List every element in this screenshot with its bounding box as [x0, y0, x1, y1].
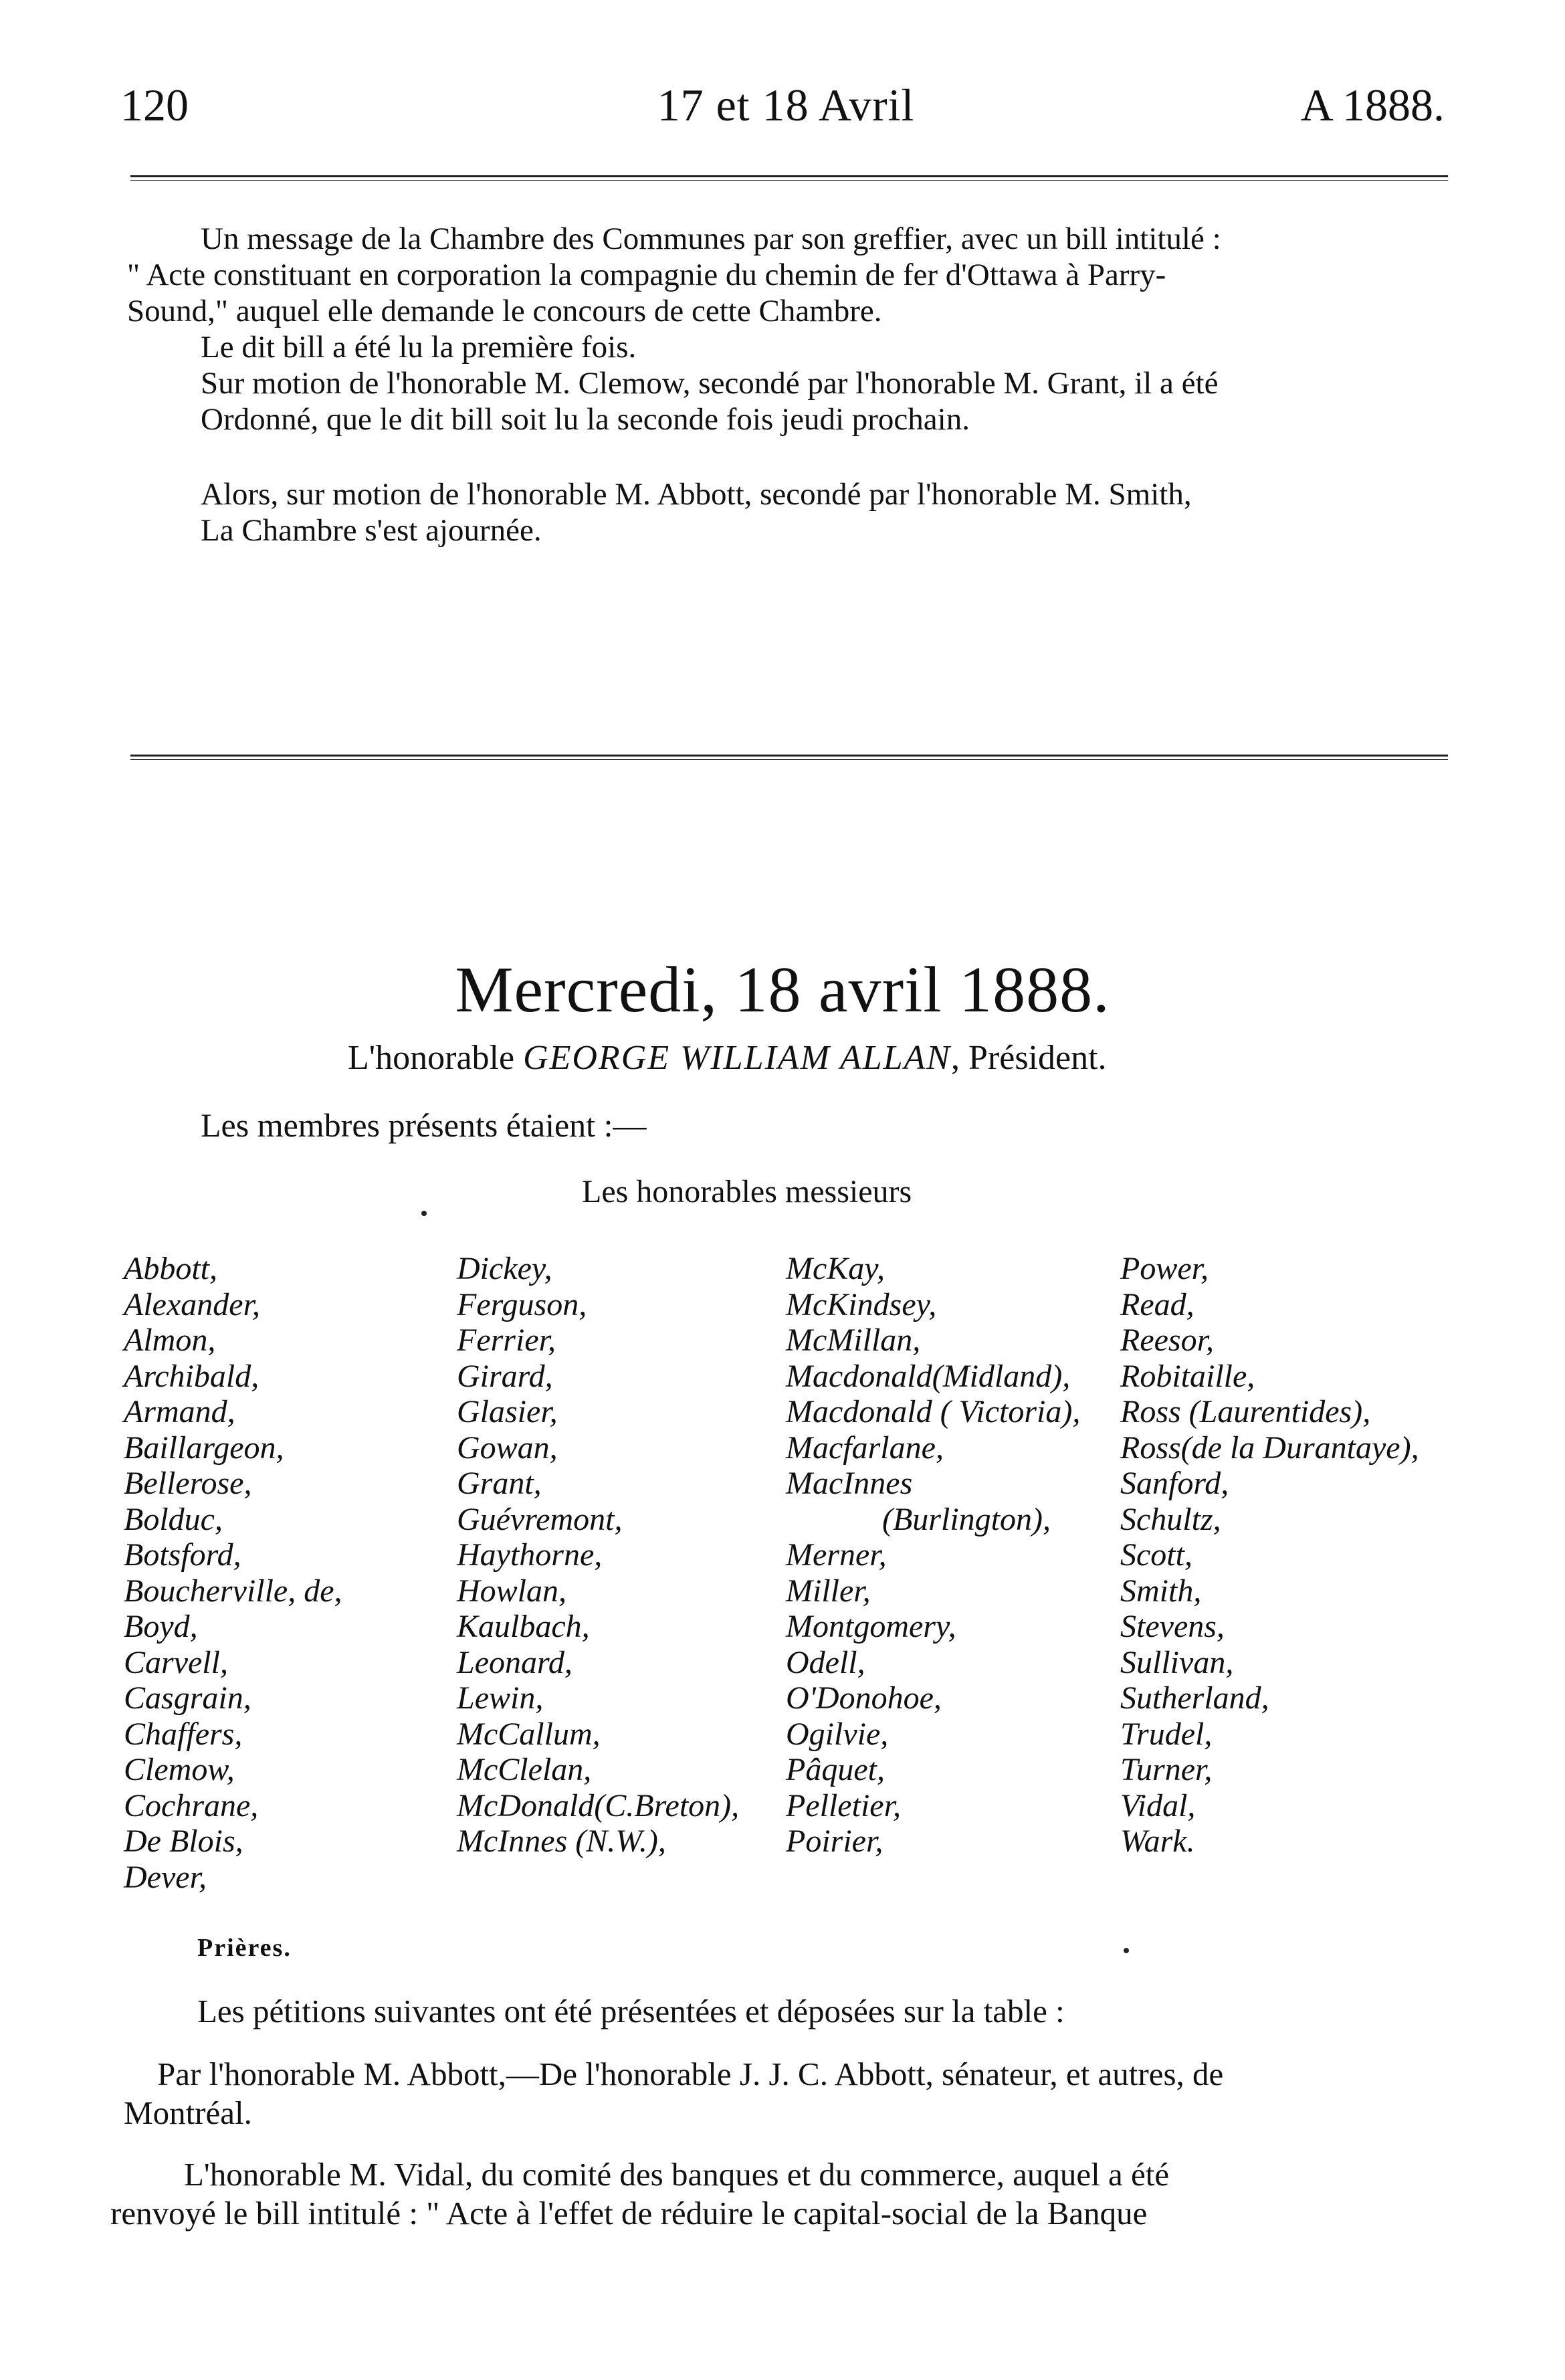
running-date: 17 et 18 Avril: [657, 80, 915, 130]
member-name: Glasier,: [457, 1394, 558, 1429]
member-name: Casgrain,: [124, 1680, 251, 1716]
president-suffix: , Président.: [951, 1039, 1107, 1077]
member-name: Reesor,: [1120, 1322, 1214, 1358]
member-name: Macdonald ( Victoria),: [786, 1394, 1081, 1429]
member-name: Robitaille,: [1120, 1358, 1255, 1394]
member-name: McClelan,: [457, 1752, 592, 1787]
member-name: Gowan,: [457, 1429, 558, 1466]
member-name: Dickey,: [457, 1251, 552, 1286]
member-name: Lewin,: [457, 1680, 544, 1716]
honorables-heading: Les honorables messieurs: [582, 1174, 912, 1209]
member-name: Smith,: [1120, 1573, 1202, 1609]
member-name: Wark.: [1120, 1823, 1195, 1859]
member-name: Kaulbach,: [457, 1609, 590, 1644]
member-name: Sullivan,: [1120, 1644, 1234, 1680]
member-name: Alexander,: [124, 1286, 260, 1322]
message-line-1: Un message de la Chambre des Communes par son greffier, avec un bill intitulé :: [201, 221, 1221, 256]
members-column-4: [1120, 1251, 1419, 1860]
message-line-6: Ordonné, que le dit bill soit lu la seconde fois jeudi prochain.: [201, 402, 970, 437]
member-name: Turner,: [1120, 1752, 1213, 1787]
member-name: Bolduc,: [124, 1501, 223, 1537]
member-name: O'Donohoe,: [786, 1680, 942, 1716]
member-name: Carvell,: [124, 1644, 228, 1680]
members-column-2: [457, 1251, 739, 1860]
member-name: McCallum,: [457, 1716, 601, 1752]
members-column-1: [124, 1251, 342, 1895]
member-name: McInnes (N.W.),: [457, 1823, 666, 1859]
president-prefix: L'honorable: [348, 1039, 524, 1077]
member-name: Read,: [1120, 1286, 1194, 1322]
member-name: Girard,: [457, 1358, 553, 1394]
member-name: McMillan,: [786, 1322, 921, 1358]
member-name: Leonard,: [457, 1644, 572, 1680]
member-name: Ross (Laurentides),: [1120, 1394, 1371, 1429]
member-name: Clemow,: [124, 1752, 235, 1787]
member-name: Ferguson,: [457, 1286, 587, 1322]
president-name: GEORGE WILLIAM ALLAN: [523, 1039, 951, 1077]
print-mark: [1124, 1948, 1129, 1953]
member-name: Bellerose,: [124, 1466, 252, 1501]
member-name: Ferrier,: [457, 1322, 556, 1358]
member-name: Howlan,: [457, 1573, 567, 1609]
member-name: Macfarlane,: [786, 1429, 944, 1466]
committee-line-2: renvoyé le bill intitulé : " Acte à l'effet de réduire le capital-social de la Banque: [110, 2195, 1148, 2232]
sitting-title: Mercredi, 18 avril 1888.: [455, 954, 1110, 1026]
header-rule: [130, 175, 1448, 181]
petition-line-1: Par l'honorable M. Abbott,—De l'honorable J. J. C. Abbott, sénateur, et autres, de: [157, 2056, 1224, 2092]
adjourn-line-1: Alors, sur motion de l'honorable M. Abbott, secondé par l'honorable M. Smith,: [201, 477, 1192, 512]
member-name: McKay,: [786, 1251, 885, 1286]
member-name: Haythorne,: [457, 1537, 603, 1573]
member-name: Pelletier,: [786, 1787, 901, 1823]
member-name: Boucherville, de,: [124, 1573, 342, 1609]
member-name: Miller,: [786, 1573, 871, 1609]
member-name: Almon,: [124, 1322, 216, 1358]
member-name: Archibald,: [124, 1358, 259, 1394]
members-intro: Les membres présents étaient :—: [201, 1106, 647, 1144]
member-name: Botsford,: [124, 1537, 241, 1573]
member-name: McDonald(C.Breton),: [457, 1787, 740, 1823]
member-name: Cochrane,: [124, 1787, 259, 1823]
member-name: Stevens,: [1120, 1609, 1225, 1644]
member-name: De Blois,: [124, 1823, 243, 1859]
member-name: McKindsey,: [786, 1286, 937, 1322]
member-name: MacInnes: [786, 1466, 913, 1501]
member-name: Boyd,: [124, 1609, 198, 1644]
member-name: Abbott,: [124, 1251, 217, 1286]
member-name: Guévremont,: [457, 1501, 623, 1537]
petitions-intro: Les pétitions suivantes ont été présentées et déposées sur la table :: [197, 1993, 1065, 2029]
member-name: Pâquet,: [786, 1752, 885, 1787]
member-name: Merner,: [786, 1537, 887, 1573]
member-name: Ogilvie,: [786, 1716, 889, 1752]
member-name: Sanford,: [1120, 1466, 1229, 1501]
president-line: [348, 1037, 1107, 1080]
message-line-4: Le dit bill a été lu la première fois.: [201, 330, 637, 365]
member-name: Montgomery,: [786, 1609, 956, 1644]
member-name: Schultz,: [1120, 1501, 1221, 1537]
prayers-heading: Prières.: [197, 1934, 292, 1962]
message-line-2: " Acte constituant en corporation la compagnie du chemin de fer d'Ottawa à Parry-: [127, 258, 1166, 292]
print-mark: [421, 1211, 427, 1216]
member-name: Baillargeon,: [124, 1429, 284, 1466]
page-number: 120: [120, 80, 189, 130]
member-name: Ross(de la Durantaye),: [1120, 1429, 1419, 1466]
member-name: Dever,: [124, 1859, 207, 1895]
petition-line-2: Montréal.: [124, 2094, 252, 2131]
member-name: Chaffers,: [124, 1716, 243, 1752]
message-line-5: Sur motion de l'honorable M. Clemow, secondé par l'honorable M. Grant, il a été: [201, 366, 1219, 401]
member-name: Odell,: [786, 1644, 865, 1680]
member-name: Armand,: [124, 1394, 235, 1429]
member-name: Sutherland,: [1120, 1680, 1269, 1716]
member-name: Poirier,: [786, 1823, 883, 1859]
member-name: Scott,: [1120, 1537, 1192, 1573]
running-head: [120, 75, 1451, 135]
member-name: Macdonald(Midland),: [786, 1358, 1071, 1394]
member-name: Power,: [1120, 1251, 1209, 1286]
committee-line-1: L'honorable M. Vidal, du comité des banques et du commerce, auquel a été: [184, 2156, 1170, 2193]
adjourn-line-2: La Chambre s'est ajournée.: [201, 513, 542, 548]
member-name: Grant,: [457, 1466, 542, 1501]
member-name: Trudel,: [1120, 1716, 1213, 1752]
message-line-3: Sound," auquel elle demande le concours de cette Chambre.: [127, 294, 882, 328]
members-column-3: [786, 1251, 1080, 1860]
member-name: Vidal,: [1120, 1787, 1196, 1823]
section-rule: [130, 755, 1448, 760]
member-name: (Burlington),: [786, 1501, 1051, 1537]
running-year: A 1888.: [1300, 80, 1445, 130]
